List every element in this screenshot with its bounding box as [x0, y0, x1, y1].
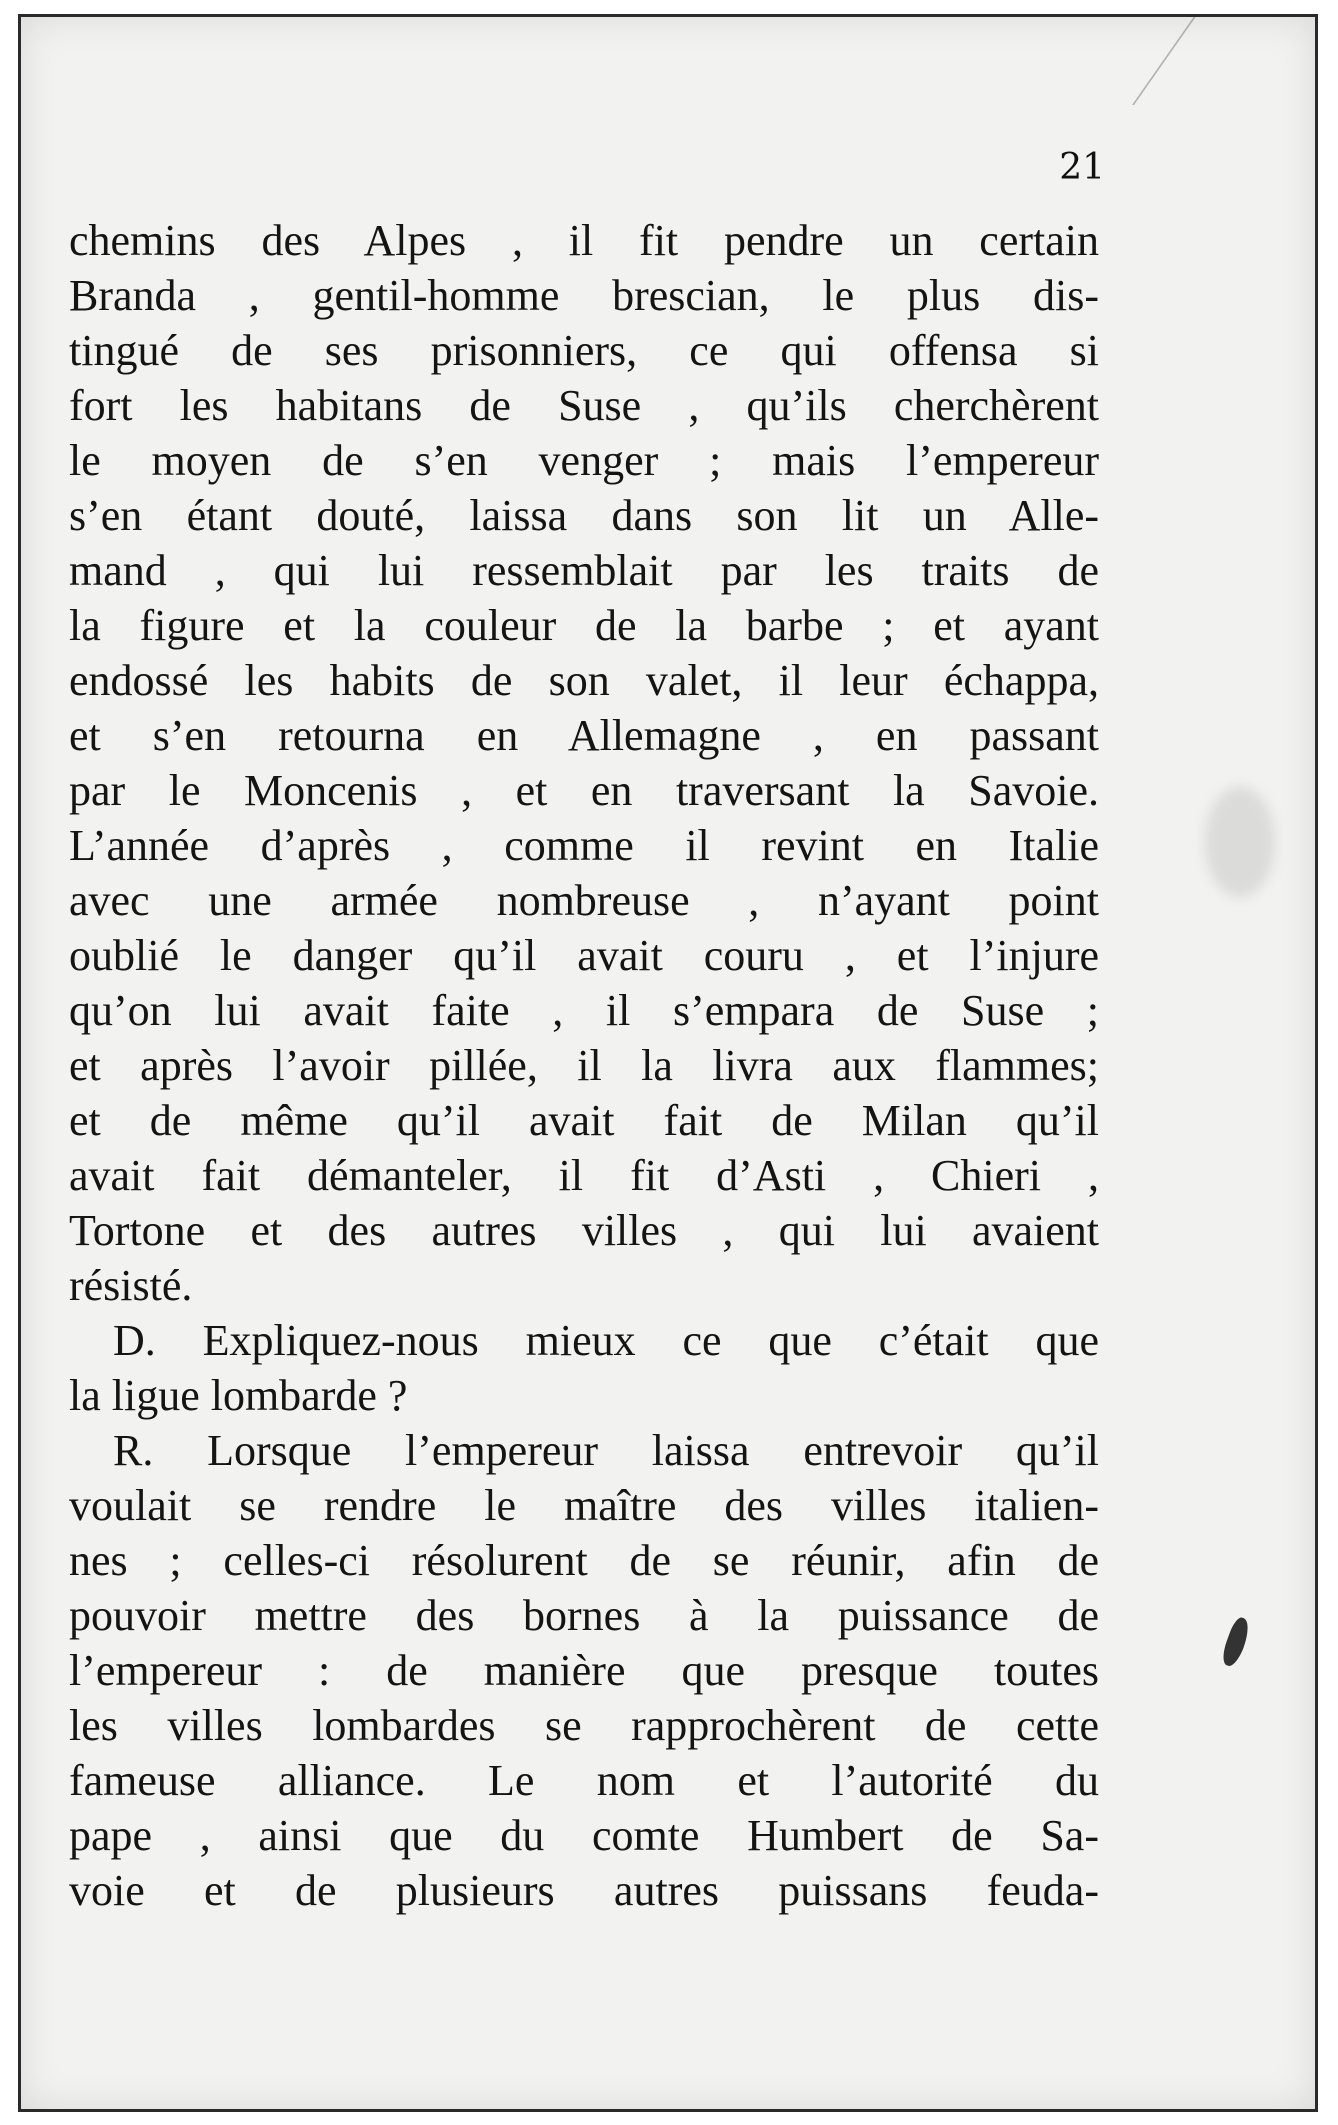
text-line: le moyen de s’en venger ; mais l’empereur	[69, 436, 1099, 485]
text-line: avec une armée nombreuse , n’ayant point	[69, 876, 1099, 925]
text-line: tingué de ses prisonniers, ce qui offensa si	[69, 326, 1099, 375]
text-line: chemins des Alpes , il fit pendre un certain	[69, 216, 1099, 265]
page-corner-fold	[1132, 15, 1317, 105]
text-line: Branda , gentil-homme brescian, le plus dis-	[69, 271, 1099, 320]
text-line: voulait se rendre le maître des villes italien-	[69, 1481, 1099, 1530]
text-line: la ligue lombarde ?	[69, 1371, 408, 1420]
text-line: L’année d’après , comme il revint en Italie	[69, 821, 1099, 870]
text-line: les villes lombardes se rapprochèrent de cette	[69, 1701, 1099, 1750]
text-line: endossé les habits de son valet, il leur échappa,	[69, 656, 1099, 705]
text-line: mand , qui lui ressemblait par les traits de	[69, 546, 1099, 595]
text-line: fort les habitans de Suse , qu’ils cherchèrent	[69, 381, 1099, 430]
body-text	[69, 213, 1099, 1918]
text-line: résisté.	[69, 1261, 193, 1310]
text-line: avait fait démanteler, il fit d’Asti , Chieri ,	[69, 1151, 1099, 1200]
text-line: voie et de plusieurs autres puissans feuda-	[69, 1866, 1099, 1915]
answer-line: R. Lorsque l’empereur laissa entrevoir qu’il	[113, 1426, 1099, 1475]
text-line: s’en étant douté, laissa dans son lit un Alle-	[69, 491, 1099, 540]
question-line: D. Expliquez-nous mieux ce que c’était que	[113, 1316, 1099, 1365]
book-page	[18, 14, 1318, 2112]
text-line: nes ; celles-ci résolurent de se réunir, afin de	[69, 1536, 1099, 1585]
text-line: par le Moncenis , et en traversant la Savoie.	[69, 766, 1099, 815]
ink-blot	[1219, 1615, 1253, 1668]
text-line: Tortone et des autres villes , qui lui avaient	[69, 1206, 1099, 1255]
text-line: oublié le danger qu’il avait couru , et l’injure	[69, 931, 1099, 980]
page-number: 21	[1059, 147, 1105, 188]
text-line: pape , ainsi que du comte Humbert de Sa-	[69, 1811, 1099, 1860]
text-line: et de même qu’il avait fait de Milan qu’il	[69, 1096, 1099, 1145]
text-line: et s’en retourna en Allemagne , en passant	[69, 711, 1099, 760]
text-line: fameuse alliance. Le nom et l’autorité du	[69, 1756, 1099, 1805]
text-line: l’empereur : de manière que presque toutes	[69, 1646, 1099, 1695]
text-line: et après l’avoir pillée, il la livra aux flammes;	[69, 1041, 1099, 1090]
paper-stain	[1205, 787, 1275, 897]
text-line: la figure et la couleur de la barbe ; et ayant	[69, 601, 1099, 650]
text-line: qu’on lui avait faite , il s’empara de Suse ;	[69, 986, 1099, 1035]
text-line: pouvoir mettre des bornes à la puissance de	[69, 1591, 1099, 1640]
